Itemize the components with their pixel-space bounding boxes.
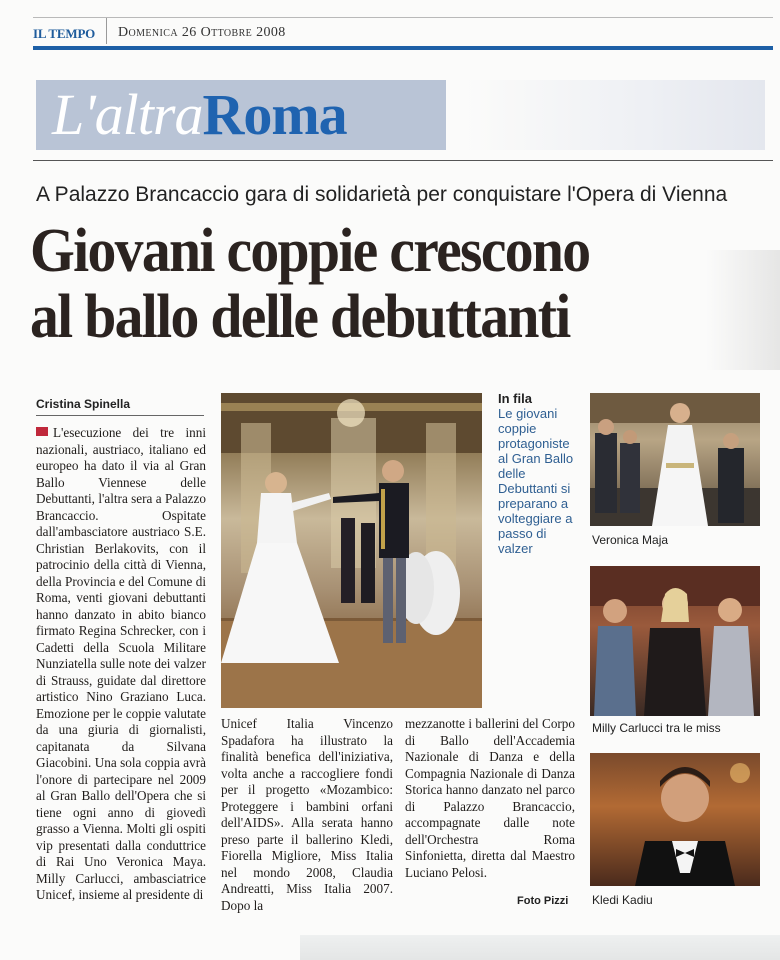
article-headline bbox=[30, 218, 723, 350]
masthead-rule bbox=[33, 46, 773, 50]
side-photo-caption-1: Veronica Maja bbox=[592, 533, 669, 547]
article-column-1 bbox=[36, 425, 206, 904]
main-photo-ballroom bbox=[221, 393, 482, 708]
section-title bbox=[52, 80, 347, 165]
portrait-image bbox=[590, 393, 760, 526]
photo-caption-title: In fila bbox=[498, 391, 532, 406]
newspaper-name: IL TEMPO bbox=[33, 26, 96, 41]
section-rule bbox=[33, 160, 773, 161]
column-1-text: L'esecuzione dei tre inni nazionali, austriaco, italiano ed europeo ha dato il via al Gran Ballo Viennese delle Debuttanti, l'altra sera a Palazzo Brancaccio. Ospitate dall'ambasciatore austriaco S.E. Christian Berlakovits, con il patrocinio della città di Vienna, della Provincia e del Comune di Roma, venti giovani debuttanti hanno danzato in abito bianco firmato Regina Schrecker, con i Cadetti della Scuola Militare Nunziatella sulle note dei valzer di Strauss, guidate dal direttore artistico Nino Graziano Luca. Emozione per le coppie valutate da una giuria di giornalisti, capitanata da Silvana Giacobini. Una sola coppia avrà l'onore di partecipare nel 2009 al Gran Ballo dell'Opera che si tiene ogni anno di giovedì grasso a Vienna. Molti gli ospiti vip presentati dalla conduttrice di Rai Uno Veronica Maya. Milly Carlucci, ambasciatrice Unicef, insieme al presidente di bbox=[36, 425, 206, 902]
headline-line-1: Giovani coppie crescono bbox=[30, 217, 590, 285]
issue-date: Domenica 26 Ottobre 2008 bbox=[118, 25, 286, 40]
group-photo-image bbox=[590, 566, 760, 716]
page-bottom-shadow bbox=[300, 935, 780, 960]
side-photo-milly-carlucci bbox=[590, 566, 760, 716]
side-photo-caption-3: Kledi Kadiu bbox=[592, 893, 653, 907]
ballroom-scene-image bbox=[221, 393, 482, 708]
section-city: Roma bbox=[202, 82, 347, 147]
masthead-divider bbox=[106, 18, 107, 44]
paragraph-marker-icon bbox=[36, 427, 48, 436]
side-photo-caption-2: Milly Carlucci tra le miss bbox=[592, 721, 721, 735]
photo-credit: Foto Pizzi bbox=[517, 895, 569, 907]
portrait-image-man bbox=[590, 753, 760, 886]
show-through-shadow bbox=[465, 80, 765, 150]
photo-caption-text: Le giovani coppie protagoniste al Gran Ballo delle Debuttanti si preparano a volteggiare a passo di valzer bbox=[498, 406, 574, 556]
article-column-3: mezzanotte i ballerini del Corpo di Ballo dell'Accademia Nazionale di Danza e della Compagnia Nazionale di Danza Storica hanno danzato nel parco di Palazzo Brancaccio, accompagnate dalle note dell'Orchestra Roma Sinfonietta, diretta dal Maestro Luciano Pelosi. bbox=[405, 716, 575, 880]
article-column-2: Unicef Italia Vincenzo Spadafora ha illustrato la finalità benefica dell'iniziativa, volta anche a raccogliere fondi per il progetto «Mozambico: Proteggere i bambini orfani dell'AIDS». Alla serata hanno preso parte il ballerino Kledi, Fiorella Migliore, Miss Italia nel mondo 2008, Claudia Andreatti, Miss Italia 2007. Dopo la bbox=[221, 716, 393, 913]
article-kicker: A Palazzo Brancaccio gara di solidarietà per conquistare l'Opera di Vienna bbox=[36, 183, 728, 206]
top-thin-rule bbox=[33, 17, 773, 18]
headline-line-2: al ballo delle debuttanti bbox=[30, 283, 570, 351]
side-photo-veronica-maja bbox=[590, 393, 760, 526]
byline: Cristina Spinella bbox=[36, 397, 204, 416]
section-prefix: L'altra bbox=[52, 82, 203, 147]
side-photo-kledi-kadiu bbox=[590, 753, 760, 886]
